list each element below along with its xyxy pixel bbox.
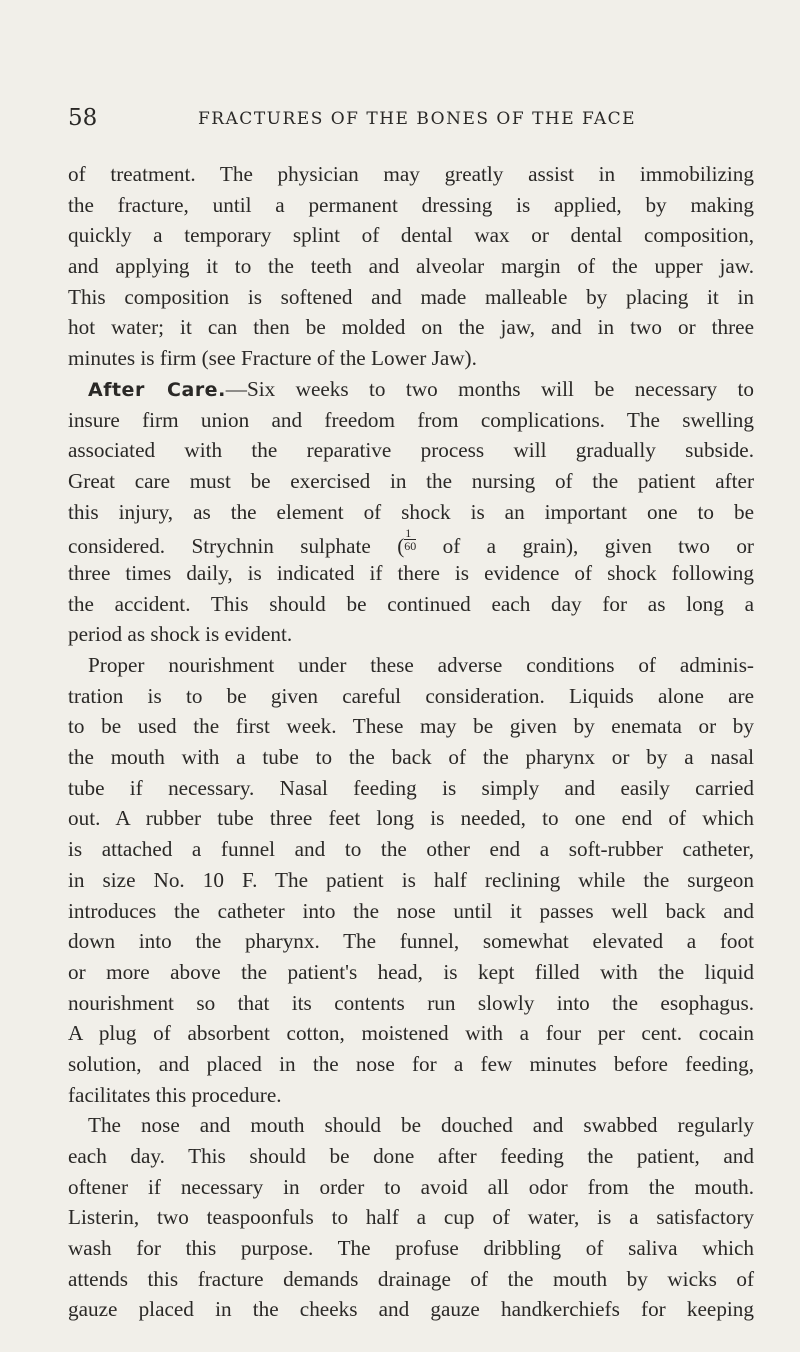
line-text: or more above the patient's head, is kept filled with the liquid <box>68 959 754 984</box>
text-line <box>68 282 754 313</box>
text-line <box>68 405 754 436</box>
text-line <box>68 159 754 190</box>
text-line <box>68 711 754 742</box>
page-header <box>68 105 746 135</box>
text-line <box>68 190 754 221</box>
line-text: is attached a funnel and to the other end a soft-rubber catheter, <box>68 837 754 862</box>
line-text: out. A rubber tube three feet long is needed, to one end of which <box>68 806 754 831</box>
text-line <box>68 1172 754 1203</box>
text-line <box>68 926 754 957</box>
fraction-denominator: 60 <box>404 539 417 554</box>
line-text: this injury, as the element of shock is an important one to be <box>68 499 754 524</box>
line-text: in size No. 10 F. The patient is half reclining while the surgeon <box>68 867 754 892</box>
text-line <box>68 220 754 251</box>
text-line <box>68 1049 754 1080</box>
line-text: and applying it to the teeth and alveolar margin of the upper jaw. <box>68 254 754 279</box>
line-text: The nose and mouth should be douched and swabbed regularly <box>88 1113 754 1138</box>
text-line <box>68 1080 754 1111</box>
text-line <box>68 435 754 466</box>
run-in-heading: After Care. <box>88 378 226 401</box>
line-text: tube if necessary. Nasal feeding is simply and easily carried <box>68 775 754 800</box>
text-line <box>68 957 754 988</box>
line-text: facilitates this procedure. <box>68 1082 282 1107</box>
line-text: introduces the catheter into the nose until it passes well back and <box>68 898 754 923</box>
text-line <box>68 589 754 620</box>
line-text: gauze placed in the cheeks and gauze handkerchiefs for keeping <box>68 1297 754 1322</box>
line-text: Proper nourishment under these adverse conditions of adminis- <box>88 653 754 677</box>
text-line <box>68 742 754 773</box>
text-line <box>68 558 754 589</box>
line-text: attends this fracture demands drainage of the mouth by wicks of <box>68 1266 754 1291</box>
text-line <box>68 803 754 834</box>
line-text: nourishment so that its contents run slowly into the esophagus. <box>68 990 754 1015</box>
text-line <box>68 1294 754 1325</box>
line-text: solution, and placed in the nose for a few minutes before feeding, <box>68 1051 754 1076</box>
text-line <box>68 896 754 927</box>
text-line <box>68 1233 754 1264</box>
line-text: three times daily, is indicated if there is evidence of shock following <box>68 560 754 585</box>
line-text: period as shock is evident. <box>68 622 293 647</box>
line-text: A plug of absorbent cotton, moistened with a four per cent. cocain <box>68 1021 754 1046</box>
running-head: FRACTURES OF THE BONES OF THE FACE <box>197 109 637 129</box>
text-line <box>68 251 754 282</box>
line-text: the fracture, until a permanent dressing is applied, by making <box>68 192 754 217</box>
text-line <box>68 773 754 804</box>
text-line <box>68 1018 754 1049</box>
text-line <box>68 834 754 865</box>
line-text: quickly a temporary splint of dental wax or dental composition, <box>68 223 754 248</box>
body-text <box>68 159 754 1325</box>
line-text: associated with the reparative process will gradually subside. <box>68 438 754 463</box>
line-text-after: of a grain), given two or <box>416 534 754 559</box>
text-line <box>68 865 754 896</box>
text-line <box>68 650 754 681</box>
text-line <box>68 1202 754 1233</box>
text-line <box>68 1264 754 1295</box>
line-text: tration is to be given careful consideration. Liquids alone are <box>68 683 754 708</box>
line-text: of treatment. The physician may greatly assist in immobilizing <box>68 162 754 186</box>
text-line <box>68 374 754 405</box>
line-text: minutes is firm (see Fracture of the Lower Jaw). <box>68 346 477 371</box>
line-text: This composition is softened and made malleable by placing it in <box>68 284 754 309</box>
text-line <box>68 681 754 712</box>
text-line <box>68 312 754 343</box>
fraction-numerator: 1 <box>404 527 416 540</box>
line-text: the mouth with a tube to the back of the pharynx or by a nasal <box>68 745 754 770</box>
text-line <box>68 497 754 528</box>
line-text: considered. Strychnin sulphate ( <box>68 534 405 559</box>
fraction <box>404 527 416 552</box>
text-line <box>68 619 754 650</box>
line-text: hot water; it can then be molded on the jaw, and in two or three <box>68 315 754 340</box>
line-text: wash for this purpose. The profuse dribbling of saliva which <box>68 1236 754 1261</box>
line-text: down into the pharynx. The funnel, somewhat elevated a foot <box>68 929 754 954</box>
line-text: each day. This should be done after feeding the patient, and <box>68 1144 754 1168</box>
text-line <box>68 1110 754 1141</box>
text-line <box>68 527 754 558</box>
line-text: the accident. This should be continued each day for as long a <box>68 591 754 616</box>
text-line <box>68 1141 754 1172</box>
line-text: Great care must be exercised in the nursing of the patient after <box>68 468 754 493</box>
line-text: insure firm union and freedom from complications. The swelling <box>68 407 754 432</box>
text-line <box>68 988 754 1019</box>
line-text: Listerin, two teaspoonfuls to half a cup of water, is a satisfactory <box>68 1205 754 1230</box>
text-line <box>68 343 754 374</box>
text-line <box>68 466 754 497</box>
page-number: 58 <box>68 105 98 131</box>
line-text: oftener if necessary in order to avoid all odor from the mouth. <box>68 1174 754 1199</box>
line-text: to be used the first week. These may be given by enemata or by <box>68 714 754 739</box>
line-text: —Six weeks to two months will be necessary to <box>225 376 755 401</box>
